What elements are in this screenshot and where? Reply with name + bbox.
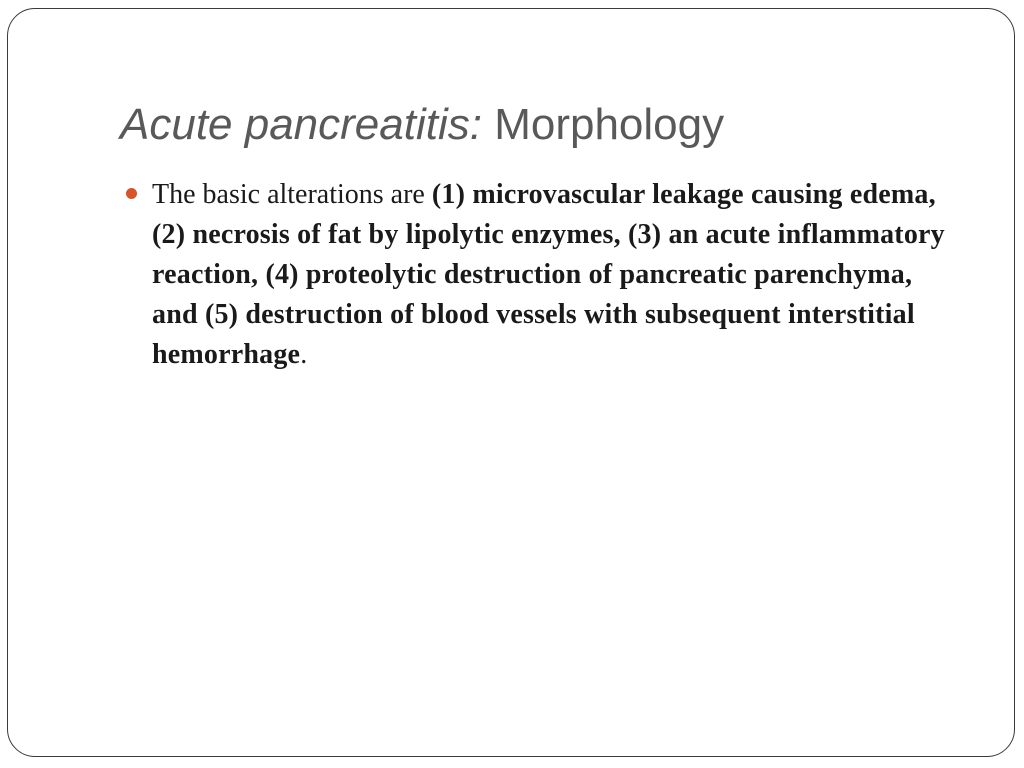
title-rest: Morphology bbox=[494, 100, 725, 149]
slide bbox=[7, 8, 1015, 757]
bullet-dot-icon bbox=[126, 188, 137, 199]
bullet-lead-text: The basic alterations are bbox=[152, 179, 425, 210]
bullet-list bbox=[126, 175, 956, 375]
bullet-tail-text: . bbox=[300, 339, 308, 370]
title-italic: Acute pancreatitis: bbox=[120, 100, 482, 149]
bullet-item bbox=[126, 175, 956, 375]
bullet-bold-text: (1) microvascular leakage causing edema, (2) necrosis of fat by lipolytic enzymes, (3) an acute inflammatory reaction, (4) proteolytic destruction of pancreatic parenchyma, and (5) destruction of blood vessels with subsequent interstitial hemorrhage bbox=[152, 179, 945, 370]
slide-title bbox=[120, 97, 724, 153]
